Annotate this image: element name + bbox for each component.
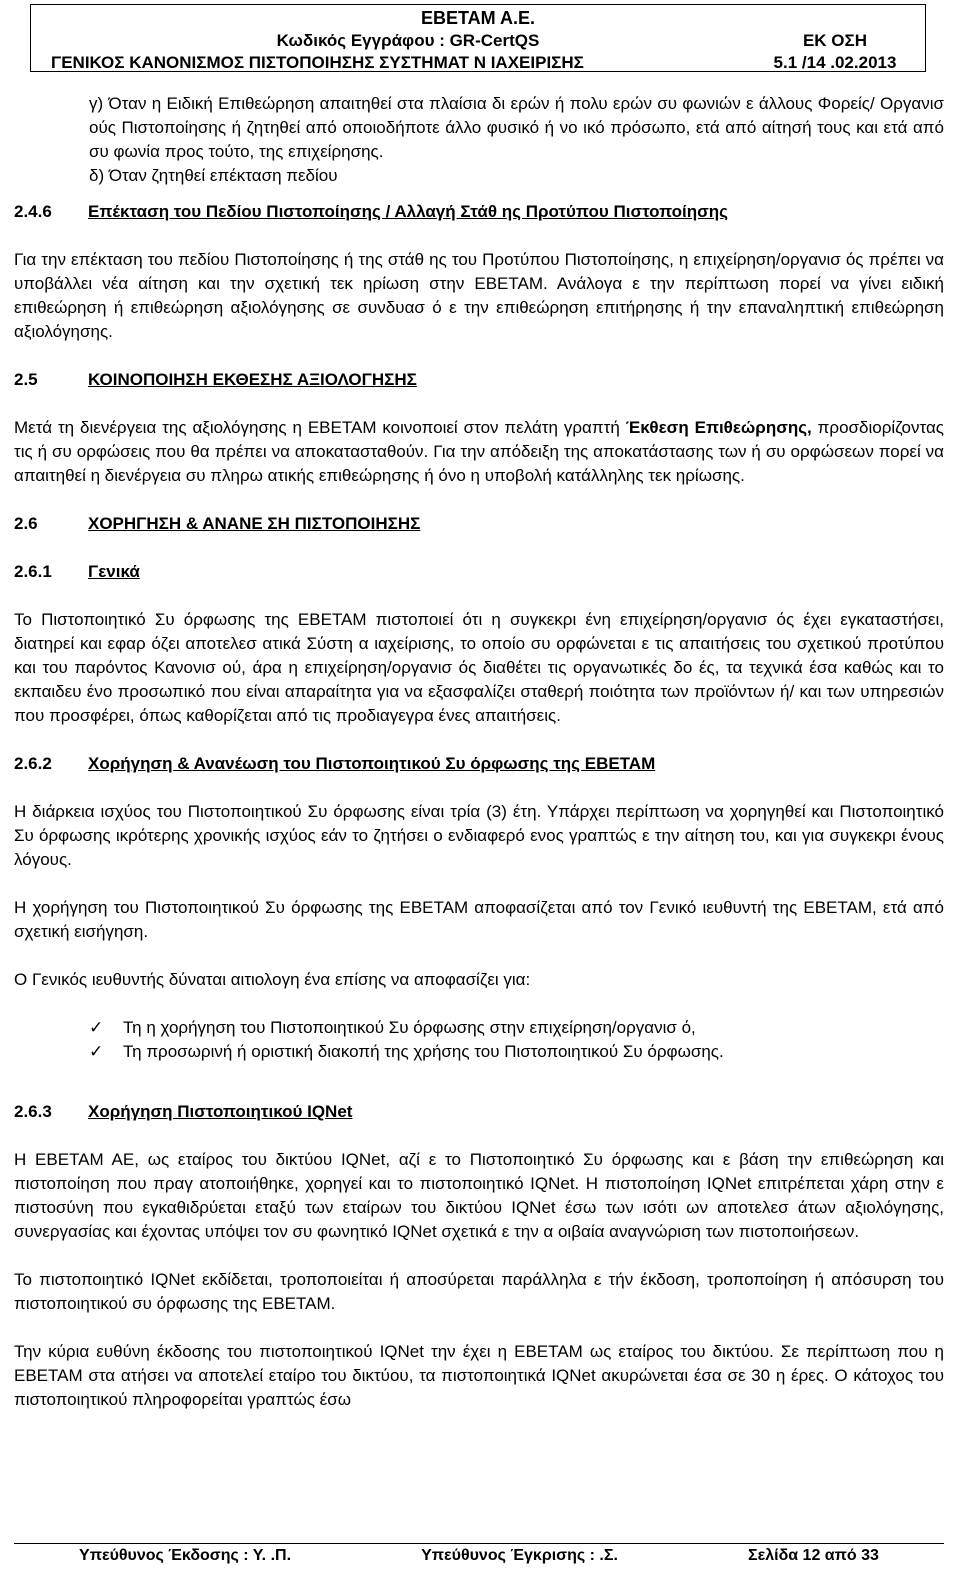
section-2-4-6-paragraph: Για την επέκταση του πεδίου Πιστοποίησης ή της στάθ ης του Προτύπου Πιστοποίησης, η επιχείρηση/οργανισ ός πρέπει να υποβάλλει νέα αίτηση και την σχετική τεκ ηρίωση στην ΕΒΕΤΑΜ. Ανάλογα ε την περίπτωση πορεί να γίνει ειδική επιθεώρηση ή επιθεώρηση αξιολόγησης σε συνδυασ ό ε την επιθεώρηση επιτήρησης ή την επαναληπτική επιθεώρηση αξιολόγησης. — [14, 250, 944, 341]
header-regulation: ΓΕΝΙΚΟΣ ΚΑΝΟΝΙΣΜΟΣ ΠΙΣΤΟΠΟΙΗΣΗΣ ΣΥΣΤΗΜΑΤ Ν ΙΑΧΕΙΡΙΣΗΣ — [51, 53, 584, 72]
section-2-6-3-heading — [14, 1100, 944, 1124]
document-footer — [14, 1543, 944, 1568]
section-2-6-3-paragraph-1: Η ΕΒΕΤΑΜ ΑΕ, ως εταίρος του δικτύου IQNet, αζί ε το Πιστοποιητικό Συ όρφωσης και ε βάση την επιθεώρηση και πιστοποίηση που πραγ ατοποιήθηκε, χορηγεί και το πιστοποιητικό IQNet. Η πιστοποίηση IQNet επιτρέπεται χάρη στην ε πιστοσύνη που εγκαθιδρύεται εταξύ των εταίρων του δικτύου IQNet έσω των ισότι ων αποτελεσ άτων αξιολόγησης, συνεργασίας και έχοντας υπόψει τον συ φωνητικό IQNet σχετικά ε την α οιβαία αναγνώριση των πιστοποιήσεων. — [14, 1150, 944, 1241]
text-run: Μετά τη διενέργεια της αξιολόγησης η ΕΒΕΤΑΜ κοινοποιεί στον πελάτη γραπτή — [14, 418, 626, 437]
footer-page-number: Σελίδα 12 από 33 — [748, 1547, 879, 1564]
section-number: 2.6.3 — [14, 1102, 52, 1121]
document-header — [30, 4, 926, 72]
header-row-regulation — [51, 53, 905, 73]
document-body — [14, 92, 944, 1412]
section-2-6-2-paragraph-1: Η διάρκεια ισχύος του Πιστοποιητικού Συ όρφωσης είναι τρία (3) έτη. Υπάρχει περίπτωση να χορηγηθεί και Πιστοποιητικό Συ όρφωσης ικρότερης χρονικής ισχύος εάν το ζητήσει ο ενδιαφερό ενος γραπτώς ε την αίτηση του, και για συγκεκρι ένους λόγους. — [14, 802, 944, 869]
section-title: Χορήγηση Πιστοποιητικού IQNet — [88, 1102, 353, 1121]
section-2-5-paragraph — [14, 416, 944, 488]
footer-issue-responsible: Υπεύθυνος Έκδοσης : Υ. .Π. — [79, 1547, 292, 1564]
section-title: Χορήγηση & Ανανέωση του Πιστοποιητικού Συ όρφωσης της ΕΒΕΤΑΜ — [88, 754, 656, 773]
section-2-6-1-paragraph: Το Πιστοποιητικό Συ όρφωσης της ΕΒΕΤΑΜ πιστοποιεί ότι η συγκεκρι ένη επιχείρηση/οργανισ ός έχει εγκαταστήσει, διατηρεί και εφαρ όζει αποτελεσ ατικά Σύστη α ιαχείρισης, το οποίο συ ορφώνεται ε τις απαιτήσεις του σχετικού προτύπου και του παρόντος Κανονισ ού, άρα η επιχείρηση/οργανισ ός διαθέτει τις οργανωτικές δο ές, τα τεχνικά έσα καθώς και το εκπαιδευ ένο προσωπικό που είναι απαραίτητα για να εξασφαλίζει σταθερή ποιότητα των προϊόντων ή/ και των υπηρεσιών που προσφέρει, όπως καθορίζεται από τις προδιαγεγρα ένες απαιτήσεις. — [14, 610, 944, 725]
section-number: 2.5 — [14, 370, 38, 389]
bold-text-run: Έκθεση Επιθεώρησης, — [625, 418, 812, 437]
section-2-4-6-heading — [14, 200, 944, 224]
header-edition-label: ΕΚ ΟΣΗ — [802, 31, 868, 50]
section-title: ΚΟΙΝΟΠΟΙΗΣΗ ΕΚΘΕΣΗΣ ΑΞΙΟΛΟΓΗΣΗΣ — [88, 370, 417, 389]
section-title: ΧΟΡΗΓΗΣΗ & ΑΝΑΝΕ ΣΗ ΠΙΣΤΟΠΟΙΗΣΗΣ — [88, 514, 421, 533]
checklist-item — [14, 1016, 944, 1040]
section-title: Επέκταση του Πεδίου Πιστοποίησης / Αλλαγή Στάθ ης Προτύπου Πιστοποίησης — [88, 202, 728, 221]
footer-approval-responsible: Υπεύθυνος Έγκρισης : .Σ. — [421, 1547, 618, 1564]
section-2-5-heading — [14, 368, 944, 392]
section-2-6-3-paragraph-3: Την κύρια ευθύνη έκδοσης του πιστοποιητικού IQNet την έχει η ΕΒΕΤΑΜ ως εταίρος του δικτύου. Σε περίπτωση που η ΕΒΕΤΑΜ στα ατήσει να αποτελεί εταίρο του δικτύου, τα πιστοποιητικά IQNet ακυρώνεται έσα σε 30 η έρες. Ο κάτοχος του πιστοποιητικού πληροφορείται γραπτώς έσω — [14, 1342, 944, 1409]
header-doc-code: Κωδικός Εγγράφου : GR-CertQS — [276, 31, 540, 50]
section-number: 2.6.2 — [14, 754, 52, 773]
section-2-6-2-heading — [14, 752, 944, 776]
check-icon: ✓ — [89, 1018, 104, 1037]
section-number: 2.4.6 — [14, 202, 52, 221]
paragraph-d: δ) Όταν ζητηθεί επέκταση πεδίου — [89, 166, 338, 185]
section-number: 2.6.1 — [14, 562, 52, 581]
section-2-6-2-paragraph-2: Η χορήγηση του Πιστοποιητικού Συ όρφωσης της ΕΒΕΤΑΜ αποφασίζεται από τον Γενικό ιευθυντή της ΕΒΕΤΑΜ, ετά από σχετική εισήγηση. — [14, 898, 944, 941]
check-icon: ✓ — [89, 1042, 104, 1061]
checklist-item — [14, 1040, 944, 1064]
text-run: προσδιορίζοντας τις ή συ ορφώσεις που θα πρέπει να αποκατασταθούν. Για την απόδειξη της αποκατάστασης των ή συ ορφώσεων πορεί να απαιτηθεί η διενέργεια συ πληρω ατικής επιθεώρησης ή όνο η υποβολή κατάλληλης τεκ ηρίωσης. — [14, 418, 944, 485]
header-org: ΕΒΕΤΑΜ Α.Ε. — [420, 8, 535, 28]
header-edition-date: 5.1 /14 .02.2013 — [773, 53, 897, 72]
section-title: Γενικά — [88, 562, 140, 581]
section-2-6-heading — [14, 512, 944, 536]
header-row-code — [51, 31, 905, 51]
section-2-6-1-heading — [14, 560, 944, 584]
section-2-6-2-paragraph-3: Ο Γενικός ιευθυντής δύναται αιτιολογη ένα επίσης να αποφασίζει για: — [14, 970, 531, 989]
section-number: 2.6 — [14, 514, 38, 533]
checklist-text: Τη προσωρινή ή οριστική διακοπή της χρήσης του Πιστοποιητικού Συ όρφωσης. — [123, 1042, 724, 1061]
checklist-text: Τη η χορήγηση του Πιστοποιητικού Συ όρφωσης στην επιχείρηση/οργανισ ό, — [123, 1018, 696, 1037]
paragraph-g: γ) Όταν η Ειδική Επιθεώρηση απαιτηθεί στα πλαίσια δι ερών ή πολυ ερών συ φωνιών ε άλλους Φορείς/ Οργανισ ούς Πιστοποίησης ή ζητηθεί από οποιοδήποτε άλλο φυσικό ή νο ικό πρόσωπο, ετά από αίτησή τους και ετά από συ φωνία προς τούτο, της επιχείρησης. — [89, 94, 944, 161]
section-2-6-3-paragraph-2: Το πιστοποιητικό IQNet εκδίδεται, τροποποιείται ή αποσύρεται παράλληλα ε τήν έκδοση, τροποποίηση ή απόσυρση του πιστοποιητικού συ όρφωσης της ΕΒΕΤΑΜ. — [14, 1270, 944, 1313]
